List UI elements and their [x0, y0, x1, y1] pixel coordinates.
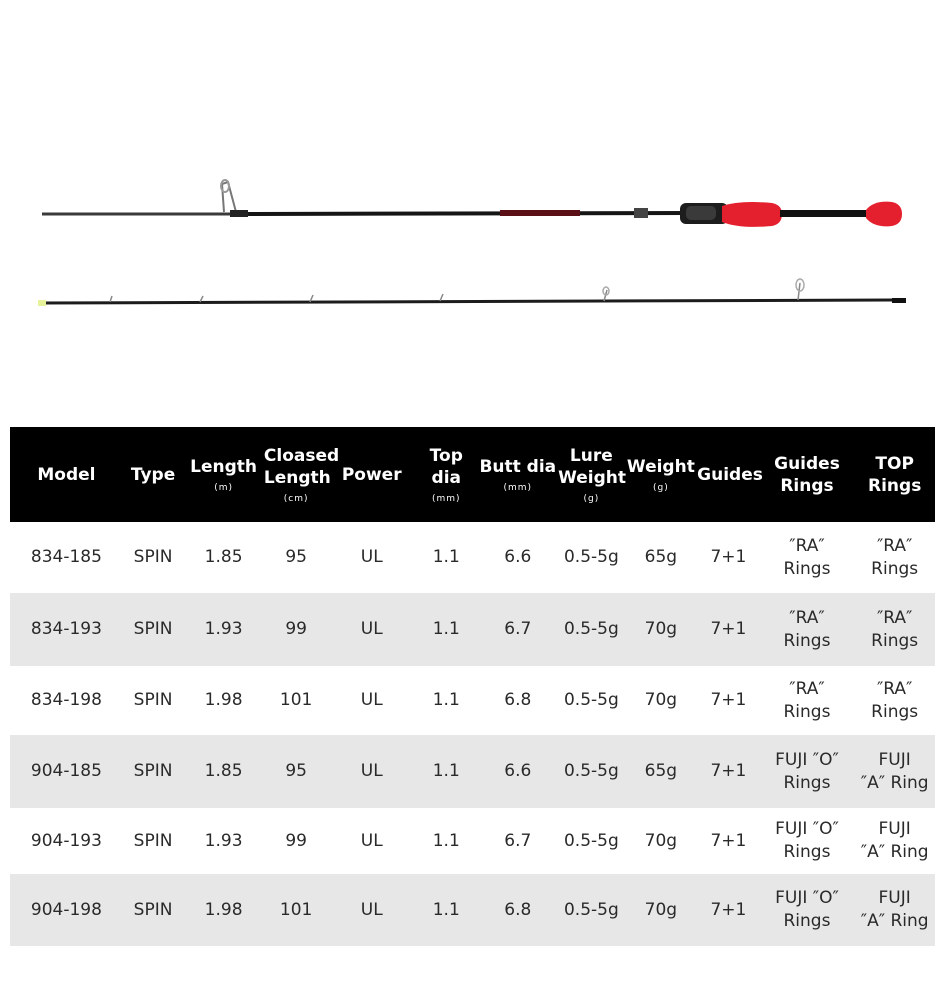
power-cell: UL — [360, 830, 383, 851]
butt-dia-cell: 6.8 — [504, 899, 532, 920]
header-length: Length (m) — [190, 456, 258, 493]
closed-length-cell: 99 — [285, 619, 307, 639]
table-row — [10, 735, 935, 808]
rod-product-image — [0, 0, 944, 420]
type-cell: SPIN — [133, 547, 173, 567]
top-dia-cell: 1.1 — [432, 547, 460, 567]
top-dia-cell: 1.1 — [432, 899, 460, 920]
closed-length-cell: 95 — [285, 547, 307, 567]
guide-rings-cell — [760, 666, 855, 735]
ring-text-line: FUJI ″O″ — [775, 749, 839, 770]
power-cell: UL — [360, 547, 383, 567]
ring-text-line: ″A″ Ring — [860, 772, 929, 793]
spec-table — [10, 427, 935, 946]
ring-text-line: ″A″ Ring — [860, 842, 929, 862]
guide-rings-cell — [760, 808, 855, 874]
model-cell: 834-185 — [30, 547, 102, 567]
ring-text-line: Rings — [783, 701, 831, 722]
table-header-row — [10, 427, 935, 522]
ring-text-line: Rings — [871, 558, 919, 579]
header-closed-length: Cloased Length (cm) — [263, 445, 340, 504]
header-guides-rings: Guides Rings — [774, 453, 840, 496]
header-type: Type — [130, 464, 176, 485]
ring-text-line: Rings — [871, 701, 919, 722]
table-row — [10, 593, 935, 666]
type-cell: SPIN — [133, 619, 173, 639]
length-cell: 1.93 — [204, 830, 243, 851]
guides-cell: 7+1 — [710, 690, 747, 710]
ring-text-line: FUJI — [878, 888, 911, 908]
length-cell: 1.93 — [204, 619, 243, 639]
butt-dia-cell: 6.7 — [504, 830, 532, 851]
header-butt-dia: Butt dia (mm) — [479, 456, 557, 493]
header-model: Model — [37, 464, 96, 485]
ring-text-line: ″RA″ — [876, 535, 913, 556]
guide-rings-cell — [760, 593, 855, 666]
power-cell: UL — [360, 761, 383, 781]
type-cell: SPIN — [133, 690, 173, 710]
type-cell: SPIN — [133, 899, 173, 920]
top-dia-cell: 1.1 — [432, 761, 460, 781]
table-row — [10, 874, 935, 946]
lure-weight-cell: 0.5-5g — [563, 761, 619, 781]
ring-text-line: FUJI — [878, 749, 911, 770]
model-cell: 834-198 — [30, 690, 102, 710]
ring-text-line: ″RA″ — [876, 607, 913, 628]
ring-text-line: ″RA″ — [876, 678, 913, 699]
guides-cell: 7+1 — [710, 761, 747, 781]
type-cell: SPIN — [133, 830, 173, 851]
rod-tip-section — [38, 279, 906, 306]
length-cell: 1.98 — [204, 690, 243, 710]
model-cell: 904-185 — [30, 761, 102, 781]
guide-rings-cell — [760, 735, 855, 808]
top-dia-cell: 1.1 — [432, 619, 460, 639]
ring-text-line: Rings — [783, 911, 831, 931]
weight-cell: 70g — [644, 690, 678, 710]
length-cell: 1.85 — [204, 547, 243, 567]
ring-text-line: ″RA″ — [789, 607, 825, 628]
guides-cell: 7+1 — [710, 619, 747, 639]
lure-weight-cell: 0.5-5g — [563, 899, 619, 920]
ring-text-line: Rings — [783, 630, 831, 651]
guides-cell: 7+1 — [710, 899, 747, 920]
rod-butt-section — [42, 180, 902, 227]
top-rings-cell — [854, 874, 935, 946]
lure-weight-cell: 0.5-5g — [563, 619, 619, 639]
table-row — [10, 522, 935, 593]
weight-cell: 65g — [644, 761, 678, 781]
closed-length-cell: 95 — [285, 761, 307, 781]
header-top-rings: TOP Rings — [868, 453, 922, 496]
butt-dia-cell: 6.6 — [504, 547, 532, 567]
guides-cell: 7+1 — [710, 830, 747, 851]
header-weight: Weight (g) — [626, 456, 695, 493]
top-rings-cell — [854, 666, 935, 735]
power-cell: UL — [360, 619, 383, 639]
type-cell: SPIN — [133, 761, 173, 781]
model-cell: 904-198 — [30, 899, 102, 920]
ring-text-line: FUJI ″O″ — [775, 888, 839, 908]
top-rings-cell — [854, 522, 935, 593]
guides-cell: 7+1 — [710, 547, 747, 567]
ring-text-line: FUJI ″O″ — [775, 819, 839, 839]
weight-cell: 65g — [644, 547, 678, 567]
top-rings-cell — [854, 735, 935, 808]
closed-length-cell: 101 — [279, 690, 313, 710]
ring-text-line: ″A″ Ring — [860, 911, 929, 931]
header-lure-weight: Lure Weight (g) — [558, 445, 627, 504]
butt-dia-cell: 6.6 — [504, 761, 532, 781]
table-row — [10, 666, 935, 735]
length-cell: 1.98 — [204, 899, 243, 920]
header-guides: Guides — [697, 464, 763, 485]
top-dia-cell: 1.1 — [432, 830, 460, 851]
top-rings-cell — [854, 808, 935, 874]
guide-rings-cell — [760, 522, 855, 593]
power-cell: UL — [360, 690, 383, 710]
closed-length-cell: 101 — [279, 899, 313, 920]
power-cell: UL — [360, 899, 383, 920]
model-cell: 904-193 — [30, 830, 102, 851]
ring-text-line: Rings — [783, 772, 831, 793]
weight-cell: 70g — [644, 619, 678, 639]
header-power: Power — [341, 464, 402, 485]
ring-text-line: Rings — [783, 842, 831, 862]
top-rings-cell — [854, 593, 935, 666]
top-dia-cell: 1.1 — [432, 690, 460, 710]
butt-dia-cell: 6.8 — [504, 690, 532, 710]
ring-text-line: ″RA″ — [789, 678, 825, 699]
ring-text-line: ″RA″ — [789, 535, 825, 556]
lure-weight-cell: 0.5-5g — [563, 547, 619, 567]
ring-text-line: Rings — [783, 558, 831, 579]
lure-weight-cell: 0.5-5g — [563, 690, 619, 710]
ring-text-line: Rings — [871, 630, 919, 651]
model-cell: 834-193 — [30, 619, 102, 639]
header-top-dia: Top dia (mm) — [429, 445, 463, 504]
lure-weight-cell: 0.5-5g — [563, 830, 619, 851]
guide-rings-cell — [760, 874, 855, 946]
closed-length-cell: 99 — [285, 830, 307, 851]
weight-cell: 70g — [644, 830, 678, 851]
table-row — [10, 808, 935, 874]
length-cell: 1.85 — [204, 761, 243, 781]
weight-cell: 70g — [644, 899, 678, 920]
butt-dia-cell: 6.7 — [504, 619, 532, 639]
ring-text-line: FUJI — [878, 819, 911, 839]
